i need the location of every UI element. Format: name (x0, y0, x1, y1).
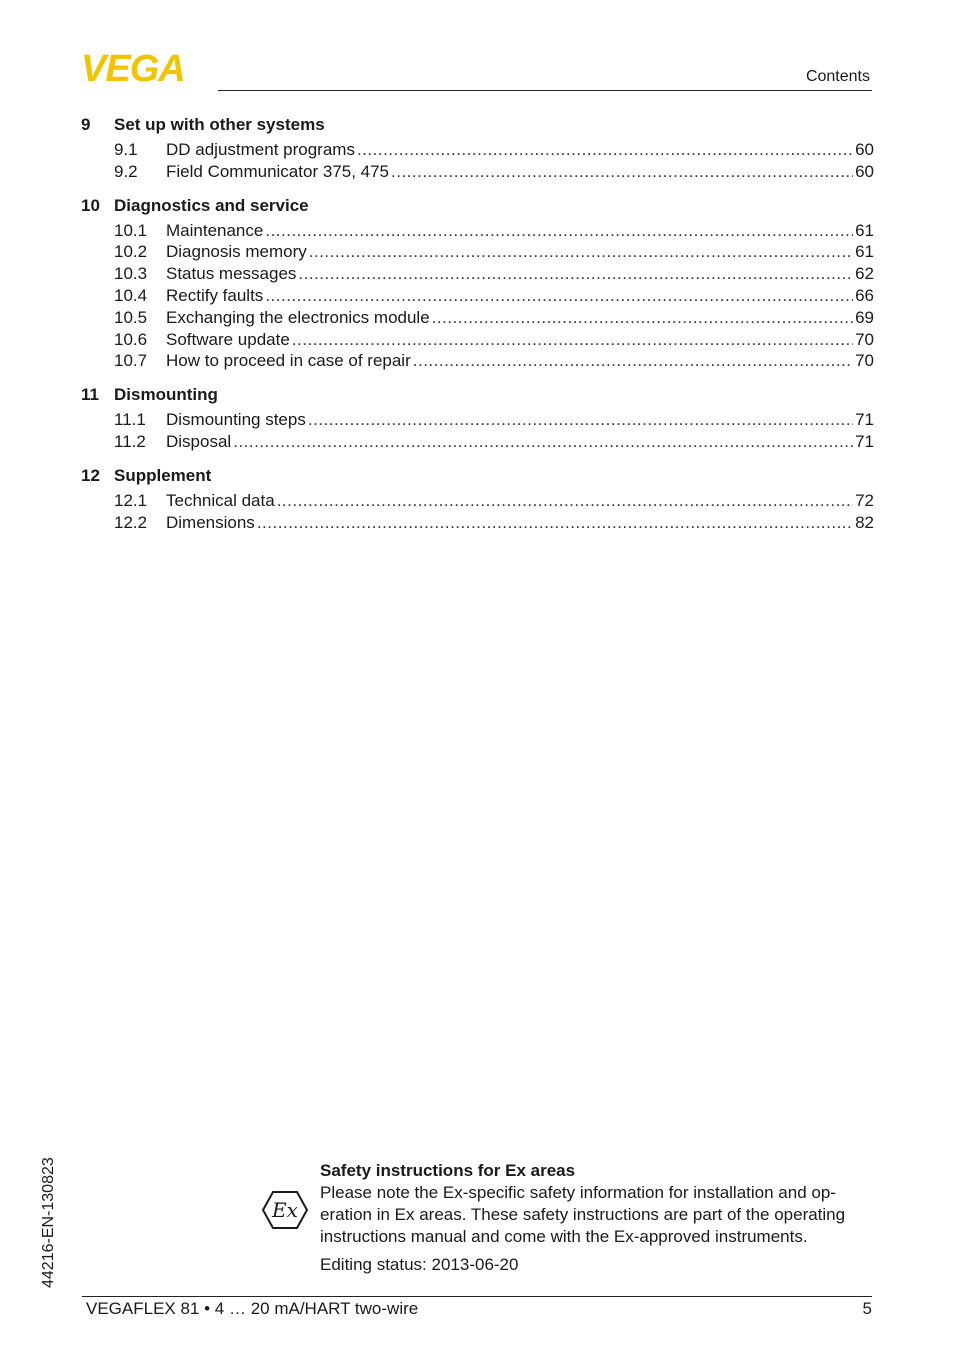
toc-entry[interactable] (81, 409, 874, 431)
toc-entry-page: 82 (855, 512, 874, 532)
toc-entry-title: Diagnosis memory (166, 242, 307, 262)
toc-entry[interactable] (81, 220, 874, 242)
toc-section-number: 12 (81, 465, 100, 485)
toc-entry[interactable] (81, 329, 874, 351)
toc-section-label: Set up with other systems (114, 115, 325, 134)
toc-entry[interactable] (81, 350, 874, 372)
vega-logo (81, 50, 211, 84)
toc-entry-number: 9.1 (114, 140, 138, 159)
svg-text:Ex: Ex (272, 1198, 298, 1222)
toc-entry[interactable] (81, 161, 874, 183)
ex-hexagon-icon (262, 1190, 308, 1230)
toc-entry-number: 10.2 (114, 242, 148, 262)
safety-title: Safety instructions for Ex areas (320, 1161, 576, 1180)
toc-entry-page: 60 (855, 161, 874, 181)
toc-entry[interactable] (81, 139, 874, 161)
header-rule (218, 90, 872, 91)
toc-section-title[interactable] (81, 114, 874, 136)
toc-entry-number: 10.5 (114, 307, 148, 327)
toc-entry-page: 69 (855, 307, 874, 327)
toc-section-title[interactable] (81, 384, 874, 406)
toc-entry-page: 70 (855, 351, 874, 371)
toc-entry[interactable] (81, 490, 874, 512)
toc-dot-leader (265, 220, 853, 242)
toc-entry-page: 66 (855, 285, 874, 305)
toc-dot-leader (233, 431, 853, 453)
toc-dot-leader (413, 350, 853, 372)
toc-entry-number: 11.1 (114, 410, 146, 430)
svg-text:VEGA: VEGA (81, 50, 185, 84)
toc-entry[interactable] (81, 307, 874, 329)
header-section-label: Contents (805, 68, 870, 85)
toc-entry-page: 60 (855, 140, 874, 159)
toc-entry-number: 10.4 (114, 285, 148, 305)
toc-entry-page: 61 (855, 220, 874, 240)
toc-section-title[interactable] (81, 465, 874, 487)
toc-entry-number: 12.2 (114, 512, 148, 532)
footer-product: VEGAFLEX 81 • 4 … 20 mA/HART two-wire (86, 1299, 419, 1318)
toc-entry-page: 62 (855, 264, 874, 284)
toc-section-number: 11 (81, 385, 99, 405)
toc-entry[interactable] (81, 241, 874, 263)
table-of-contents (81, 114, 874, 545)
toc-section-title[interactable] (81, 195, 874, 217)
toc-dot-leader (277, 490, 853, 512)
toc-entry-title: Dismounting steps (166, 410, 306, 430)
toc-entry-page: 70 (855, 329, 874, 349)
toc-entry-number: 10.3 (114, 264, 148, 284)
toc-entry-title: Software update (166, 329, 290, 349)
toc-entry[interactable] (81, 512, 874, 534)
toc-section-number: 10 (81, 195, 100, 215)
toc-entry[interactable] (81, 431, 874, 453)
footer-page-number: 5 (862, 1299, 872, 1318)
toc-dot-leader (357, 139, 853, 161)
toc-entry-title: Maintenance (166, 220, 264, 240)
editing-status: Editing status: 2013-06-20 (320, 1255, 519, 1274)
toc-section (81, 114, 874, 183)
toc-dot-leader (265, 285, 853, 307)
toc-entry-page: 72 (855, 490, 874, 510)
toc-dot-leader (432, 307, 853, 329)
toc-entry-page: 71 (855, 410, 874, 430)
toc-entry-title: Rectify faults (166, 285, 264, 305)
toc-entry-number: 10.6 (114, 329, 148, 349)
toc-entry-number: 11.2 (114, 431, 146, 451)
toc-entry-page: 71 (855, 431, 874, 451)
toc-entry-number: 10.7 (114, 351, 148, 371)
toc-section-number: 9 (81, 115, 91, 134)
toc-entry-number: 10.1 (114, 220, 148, 240)
toc-entry-page: 61 (855, 242, 874, 262)
toc-entry-title: Technical data (166, 490, 275, 510)
toc-entry-number: 9.2 (114, 161, 138, 181)
toc-entry-title: Field Communicator 375, 475 (166, 161, 390, 181)
toc-section-label: Supplement (114, 465, 212, 485)
toc-entry-title: DD adjustment programs (166, 140, 355, 159)
toc-dot-leader (391, 161, 853, 183)
toc-entry-title: Dimensions (166, 512, 255, 532)
toc-entry[interactable] (81, 263, 874, 285)
document-code: 44216-EN-130823 (40, 1157, 57, 1288)
toc-dot-leader (292, 329, 853, 351)
toc-entry[interactable] (81, 285, 874, 307)
safety-body: Please note the Ex-specific safety information for installation and op-eration in Ex areas. These safety instructions are part of the operating instructions manual and come with the Ex-approved instruments. (320, 1183, 846, 1246)
toc-entry-number: 12.1 (114, 490, 148, 510)
toc-dot-leader (257, 512, 853, 534)
toc-dot-leader (298, 263, 853, 285)
toc-entry-title: Disposal (166, 431, 232, 451)
toc-dot-leader (308, 409, 853, 431)
safety-notice (320, 1160, 876, 1276)
toc-entry-title: How to proceed in case of repair (166, 351, 411, 371)
toc-entry-title: Exchanging the electronics module (166, 307, 430, 327)
toc-dot-leader (309, 241, 853, 263)
toc-entry-title: Status messages (166, 264, 297, 284)
toc-section-label: Dismounting (114, 385, 218, 405)
toc-section (81, 465, 874, 534)
toc-section (81, 384, 874, 453)
footer-rule (82, 1296, 872, 1297)
toc-section-label: Diagnostics and service (114, 195, 309, 215)
toc-section (81, 195, 874, 373)
